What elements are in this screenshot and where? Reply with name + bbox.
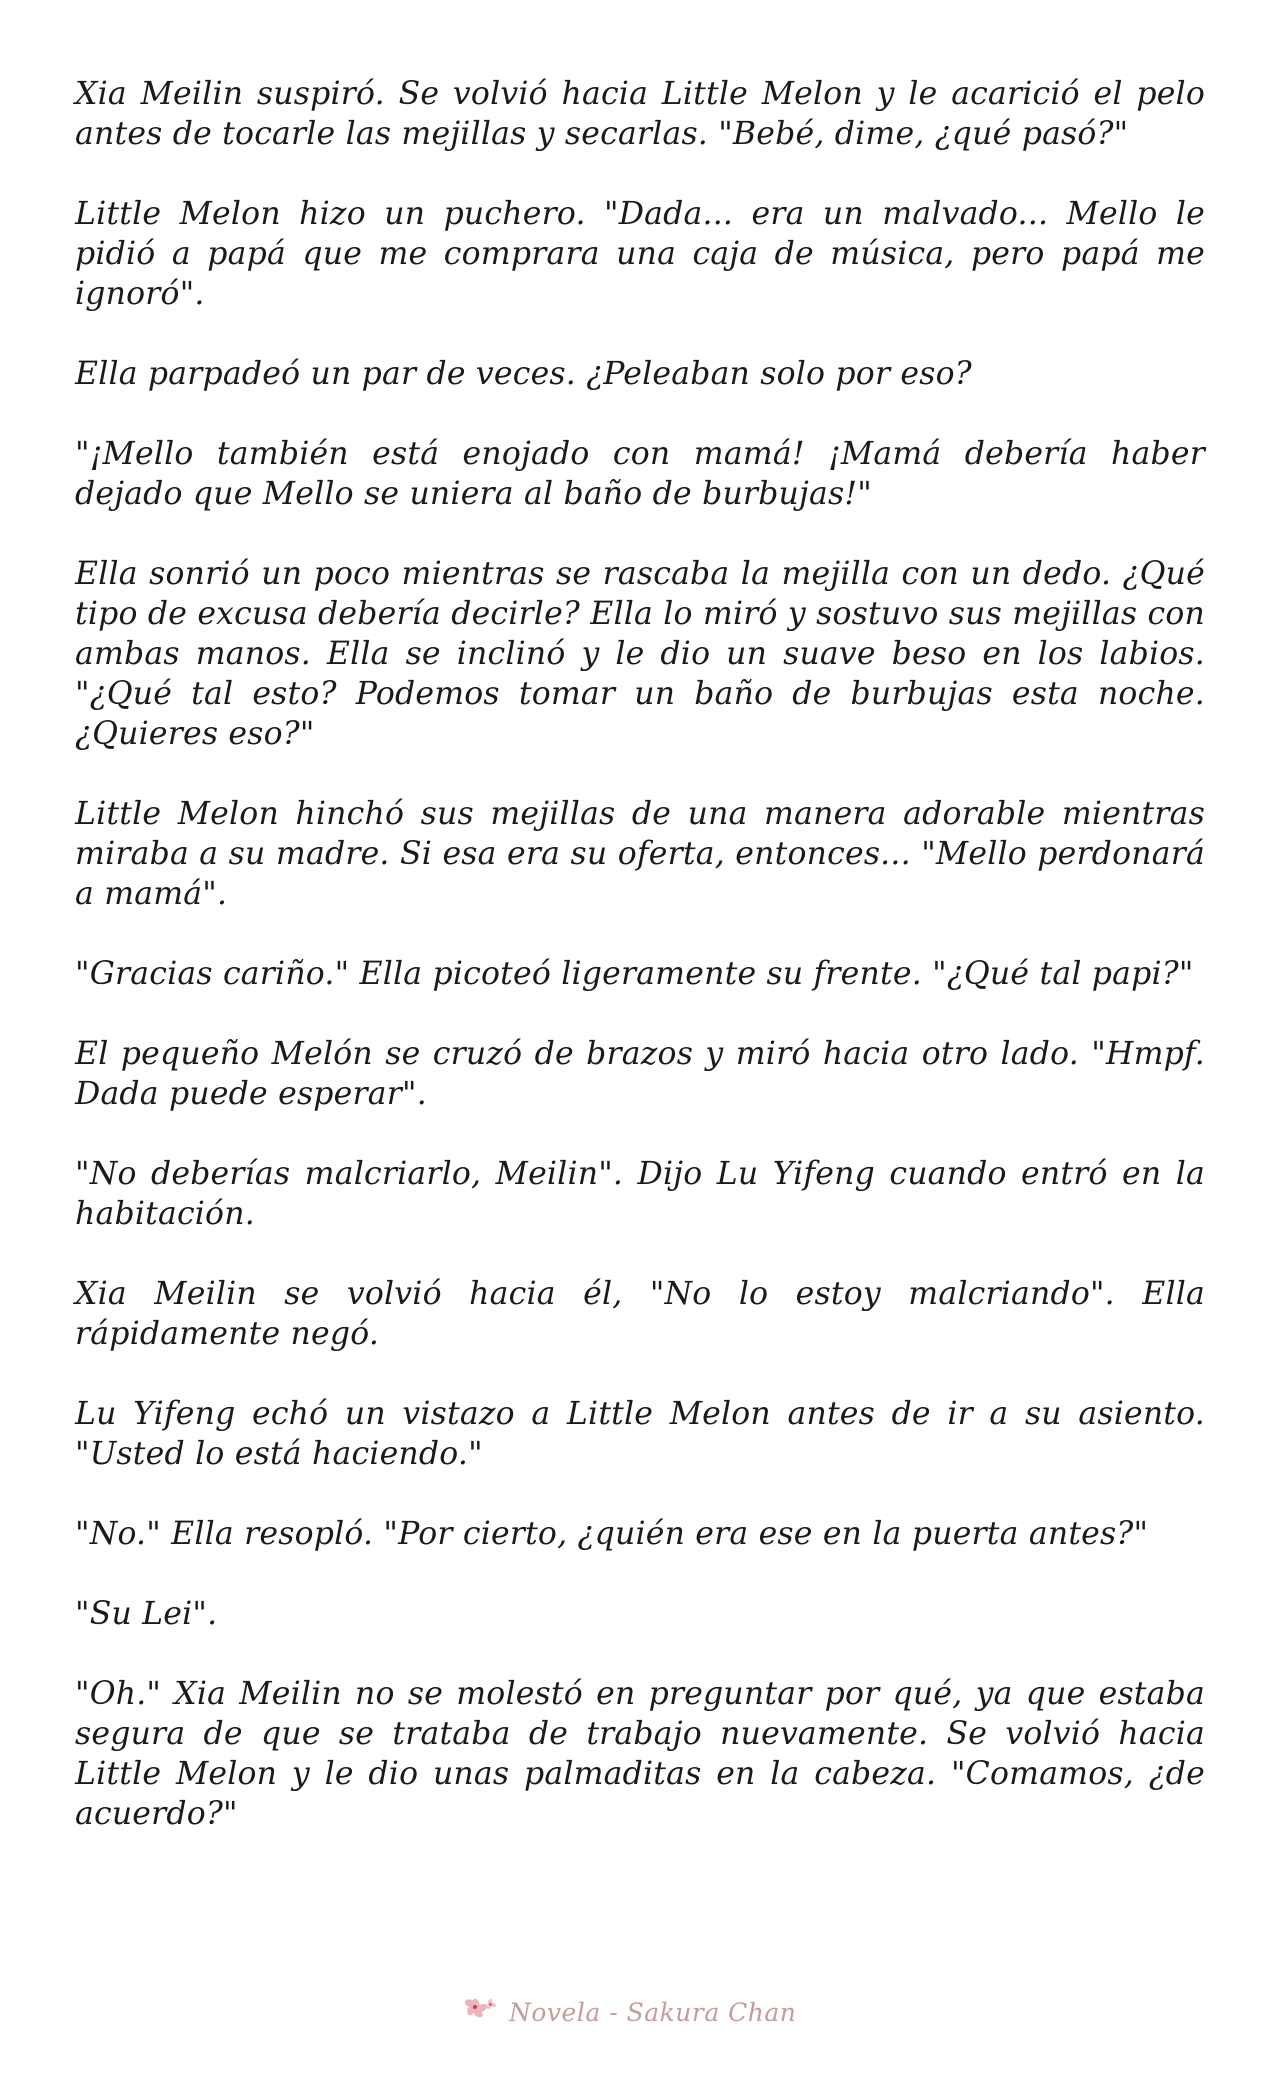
paragraph: "Oh." Xia Meilin no se molestó en preguntar por qué, ya que estaba segura de que se trataba de trabajo nuevamente. Se volvió hacia Little Melon y le dio unas palmaditas en la cabeza. "Comamos, ¿de acuerdo?" [75, 1676, 1205, 1832]
paragraph: Little Melon hizo un puchero. "Dada... era un malvado... Mello le pidió a papá que me comprara una caja de música, pero papá me ignoró". [75, 196, 1205, 312]
watermark [465, 1990, 845, 2034]
paragraph: El pequeño Melón se cruzó de brazos y miró hacia otro lado. "Hmpf. Dada puede esperar". [75, 1036, 1205, 1112]
sakura-flower-icon [465, 1995, 499, 2029]
paragraph: Ella parpadeó un par de veces. ¿Peleaban solo por eso? [75, 356, 972, 392]
paragraph: Little Melon hinchó sus mejillas de una manera adorable mientras miraba a su madre. Si esa era su oferta, entonces... "Mello perdonará a mamá". [75, 796, 1205, 912]
paragraph: Xia Meilin suspiró. Se volvió hacia Little Melon y le acarició el pelo antes de tocarle las mejillas y secarlas. "Bebé, dime, ¿qué pasó?" [75, 76, 1205, 152]
paragraph: Xia Meilin se volvió hacia él, "No lo estoy malcriando". Ella rápidamente negó. [75, 1276, 1205, 1352]
paragraph: "No." Ella resopló. "Por cierto, ¿quién era ese en la puerta antes?" [75, 1516, 1149, 1552]
paragraph: "No deberías malcriarlo, Meilin". Dijo Lu Yifeng cuando entró en la habitación. [75, 1156, 1205, 1232]
paragraph: Lu Yifeng echó un vistazo a Little Melon antes de ir a su asiento. "Usted lo está haciendo." [75, 1396, 1205, 1472]
paragraph: Ella sonrió un poco mientras se rascaba la mejilla con un dedo. ¿Qué tipo de excusa debería decirle? Ella lo miró y sostuvo sus mejillas con ambas manos. Ella se inclinó y le dio un suave beso en los labios. "¿Qué tal esto? Podemos tomar un baño de burbujas esta noche. ¿Quieres eso?" [75, 556, 1205, 752]
document-body [75, 74, 1205, 1874]
paragraph: "Su Lei". [75, 1596, 218, 1632]
paragraph: "¡Mello también está enojado con mamá! ¡Mamá debería haber dejado que Mello se uniera al baño de burbujas!" [75, 436, 1205, 512]
watermark-text: Novela - Sakura Chan [509, 1997, 797, 2027]
paragraph: "Gracias cariño." Ella picoteó ligeramente su frente. "¿Qué tal papi?" [75, 956, 1194, 992]
